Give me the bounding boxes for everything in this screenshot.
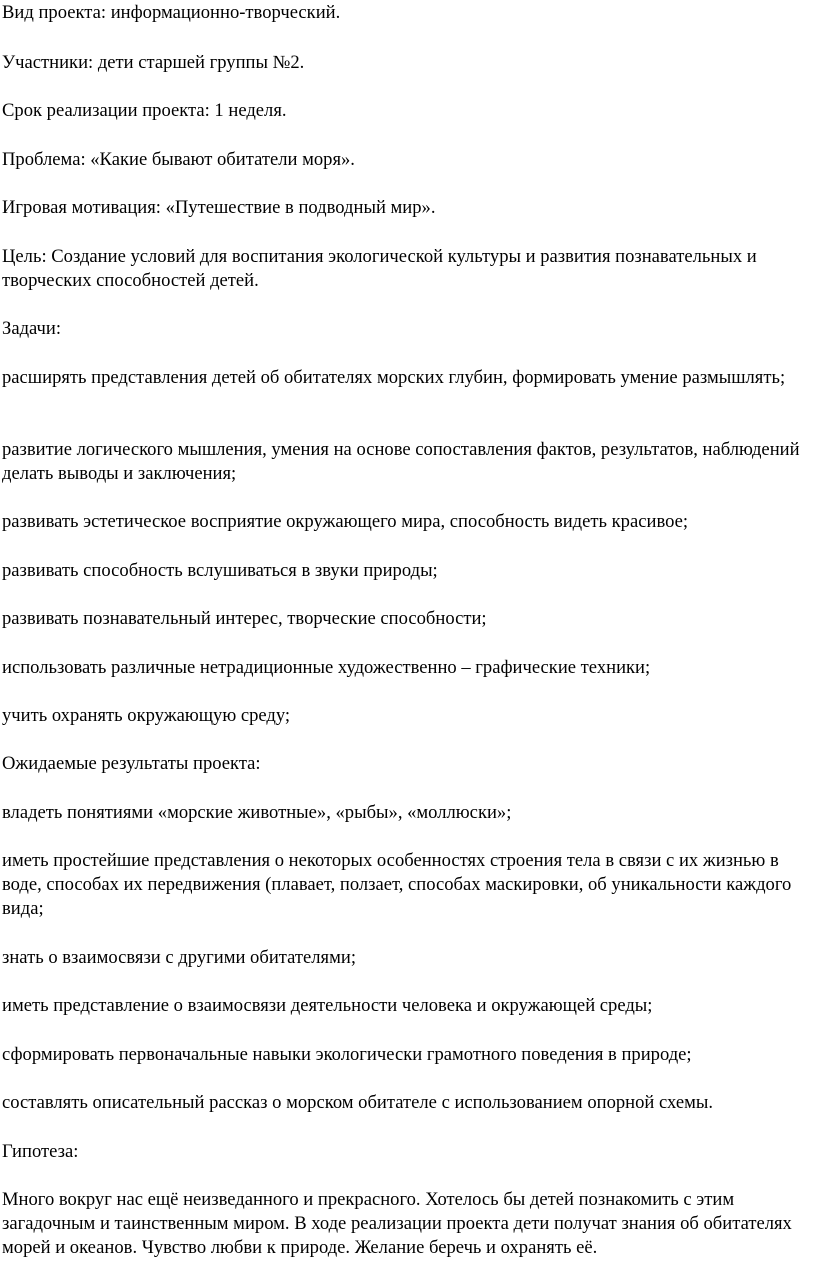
participants-paragraph: Участники: дети старшей группы №2. [2, 52, 305, 73]
result-item: иметь представление о взаимосвязи деятельности человека и окружающей среды; [2, 995, 653, 1016]
task-item: развивать познавательный интерес, творческие способности; [2, 608, 487, 629]
result-item: иметь простейшие представления о некоторых особенностях строения тела в связи с их жизнью в воде, способах их передвижения (плавает, ползает, способах маскировки, об уникальности каждого вида; [2, 850, 792, 919]
task-item: развитие логического мышления, умения на основе сопоставления фактов, результатов, наблюдений делать выводы и заключения; [2, 439, 800, 484]
game-motivation-paragraph: Игровая мотивация: «Путешествие в подводный мир». [2, 197, 436, 218]
result-item: владеть понятиями «морские животные», «рыбы», «моллюски»; [2, 802, 512, 823]
problem-paragraph: Проблема: «Какие бывают обитатели моря». [2, 149, 355, 170]
task-item: развивать способность вслушиваться в звуки природы; [2, 560, 438, 581]
expected-results-heading: Ожидаемые результаты проекта: [2, 753, 261, 774]
result-item: составлять описательный рассказ о морском обитателе с использованием опорной схемы. [2, 1092, 714, 1113]
tasks-heading: Задачи: [2, 318, 62, 339]
task-item: учить охранять окружающую среду; [2, 705, 291, 726]
result-item: знать о взаимосвязи с другими обитателями; [2, 947, 356, 968]
goal-paragraph: Цель: Создание условий для воспитания экологической культуры и развития познавательных и творческих способностей детей. [2, 246, 757, 291]
hypothesis-heading: Гипотеза: [2, 1141, 79, 1162]
duration-paragraph: Срок реализации проекта: 1 неделя. [2, 100, 287, 121]
task-item: расширять представления детей об обитателях морских глубин, формировать умение размышлять; [2, 367, 786, 388]
task-item: использовать различные нетрадиционные художественно – графические техники; [2, 657, 651, 678]
result-item: сформировать первоначальные навыки экологически грамотного поведения в природе; [2, 1044, 692, 1065]
task-item: развивать эстетическое восприятие окружающего мира, способность видеть красивое; [2, 511, 689, 532]
project-type-paragraph: Вид проекта: информационно-творческий. [2, 2, 341, 23]
hypothesis-paragraph: Много вокруг нас ещё неизведанного и прекрасного. Хотелось бы детей познакомить с этим загадочным и таинственным миром. В ходе реализации проекта дети получат знания об обитателях морей и океанов. Чувство любви к природе. Желание беречь и охранять её. [2, 1189, 792, 1258]
